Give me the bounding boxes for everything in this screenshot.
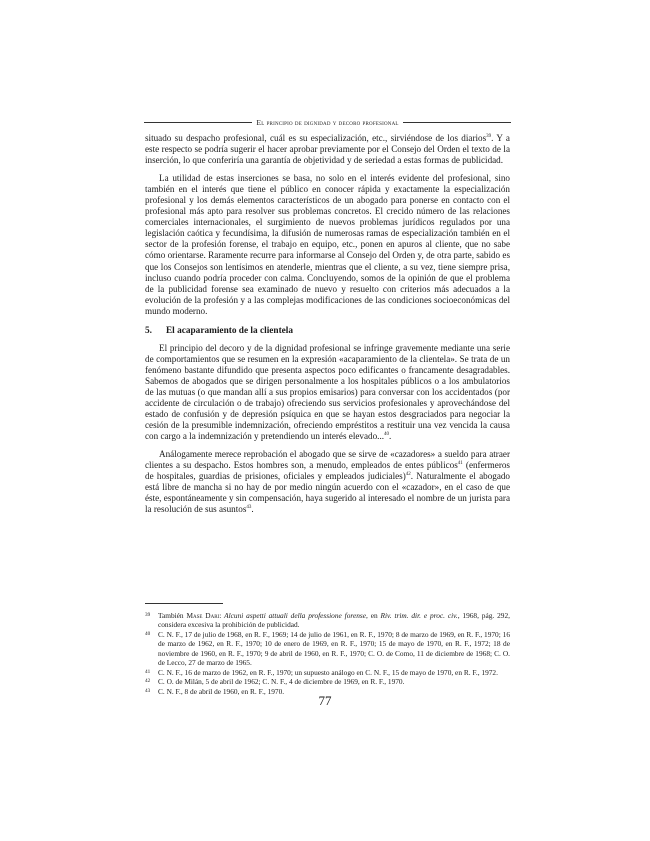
- footnote-41: 41 C. N. F., 16 de marzo de 1962, en R. F., 1970; un supuesto análogo en C. N. F., 15 de mayo de 1970, en R. F., 1972.: [145, 667, 498, 677]
- footnote-ref-39: 39: [486, 134, 492, 139]
- footnotes: [145, 611, 510, 697]
- footnote-ref-41: 41: [457, 461, 463, 467]
- footnote-ref-42: 42: [405, 472, 411, 478]
- footnote-43: 43 C. N. F., 8 de abril de 1960, en R. F., 1970.: [145, 687, 285, 696]
- section-title: El acaparamiento de la clientela: [165, 325, 294, 336]
- footnote-separator: [145, 603, 223, 604]
- paragraph-4: Análogamente merece reprobación el abogado que se sirve de «cazadores» a sueldo para atraer clientes a su despacho. Estos hombres son, a menudo, empleados de entes públicos$^{41}$ (enfermeros de hospitales, guardias de prisiones, oficiales y empleados judiciales)$^{42}$. Naturalmente el abogado está libre de mancha si no hay de por medio ningún acuerdo con el «cazador», en el caso de que éste, espontáneamente y sin compensación, haya sugerido al interesado el nombre de un jurista para la resolución de sus asuntos$^{43}$.: [145, 449, 510, 515]
- paragraph-2: La utilidad de estas inserciones se basa, no solo en el interés evidente del profesional, sino también en el interés que tiene el público en conocer rápida y exactamente la especialización profesional y los demás elementos característicos de un abogado para ponerse en contacto con el profesional más apto para resolver sus problemas concretos. El crecido número de las relaciones comerciales internacionales, el surgimiento de nuevos problemas jurídicos regulados por una legislación caótica y fecundísima, la difusión de numerosas ramas de especialización también en el sector de la profesión forense, el trabajo en equipo, etc., ponen en apuros al cliente, que no sabe cómo orientarse. Raramente recurre para informarse al Consejo del Orden y, de otra parte, sabido es que los Consejos son lentísimos en atenderle, mientras que el cliente, a su vez, tiene siempre prisa, incluso cuando podría proceder con calma. Concluyendo, somos de la opinión de que el problema de la publicidad forense sea examinado de nuevo y resuelto con criterios más adecuados a la evolución de la profesión y a las complejas modificaciones de las condiciones socioeconómicas del mundo moderno.: [145, 173, 510, 316]
- paragraph-3: El principio del decoro y de la dignidad profesional se infringe gravemente mediante una serie de comportamientos que se resumen en la expresión «acaparamiento de la clientela». Se trata de un fenómeno bastante difundido que presenta aspectos poco edificantes o francamente desagradables. Sabemos de abogados que se dirigen personalmente a los hospitales públicos o a los ambulatorios de las mutuas (o que mandan allí a sus propios emisarios) para conversar con los accidentados (por accidente de circulación o de trabajo) ofreciendo sus servicios profesionales y aprovechándose del estado de confusión y de depresión psíquica en que se hayan estos desgraciados para negociar la cesión de la presumible indemnización, ofreciendo empréstitos a restituir una vez vencida la causa con cargo a la indemnización y pretendiendo un interés elevado...$^{40}$.: [145, 342, 510, 442]
- running-header: [144, 118, 511, 127]
- footnote-ref-43: 43: [246, 505, 252, 511]
- page-number: 77: [318, 693, 332, 708]
- paragraph-1: situado su despacho profesional, cuál es su especialización, etc., sirviéndose de los diarios$^{39}$. Y a este respecto se podría sugerir el hacer aprobar previamente por el Consejo del Orden el texto de la inserción, lo que conferiría una garantía de objetividad y de seriedad a estas formas de publicidad.: [145, 133, 510, 166]
- footnote-39: 39 También Mase Dari: Alcuni aspetti attuali della professione forense, en Riv. trim. dir. e proc. civ., 1968, pág. 292, considera excesiva la prohibición de publicidad.: [145, 611, 510, 630]
- header-rule-right: [403, 122, 511, 123]
- header-rule-left: [144, 122, 252, 123]
- running-title: El principio de dignidad y decoro profesional: [256, 118, 399, 127]
- body-text: [145, 133, 510, 523]
- section-heading: [145, 326, 510, 337]
- footnote-ref-40: 40: [384, 432, 390, 438]
- footnote-42: 42 C. O. de Milán, 5 de abril de 1962; C. N. F., 4 de diciembre de 1969, en R. F., 1970.: [145, 677, 405, 687]
- footnote-40: 40 C. N. F., 17 de julio de 1968, en R. F., 1969; 14 de julio de 1961, en R. F., 1970; 8 de marzo de 1969, en R. F., 1970; 16 de marzo de 1962, en R. F., 1970; 10 de enero de 1969, en R. F., 1970; 15 de mayo de 1970, en R. F., 1972; 18 de noviembre de 1960, en R. F., 1970; 9 de abril de 1960, en R. F., 1970; C. O. de Como, 11 de diciembre de 1968; C. O. de Lecco, 27 de marzo de 1965.: [145, 630, 510, 667]
- section-number: 5.: [145, 325, 152, 336]
